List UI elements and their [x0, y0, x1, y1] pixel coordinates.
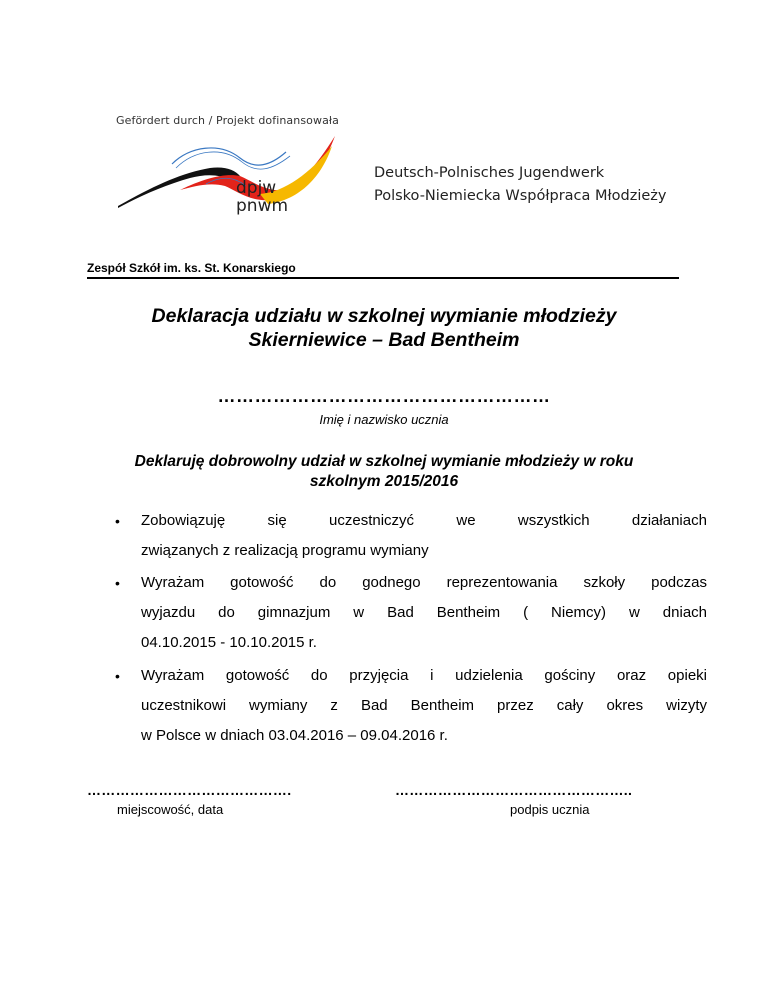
logo-name-de: Deutsch-Polnisches Jugendwerk: [374, 165, 605, 181]
list-item: [113, 506, 707, 566]
list-item-line: w Polsce w dniach 03.04.2016 – 09.04.2016 r.: [141, 727, 448, 744]
list-item-line: uczestnikowi wymiany z Bad Bentheim przez cały okres wizyty: [141, 697, 707, 714]
word: działaniach: [631, 512, 707, 529]
word: uczestniczyć: [329, 512, 415, 529]
title-line-2: Skierniewice – Bad Bentheim: [248, 329, 520, 351]
place-date-label: miejscowość, data: [117, 802, 224, 817]
logo-name-pl: Polsko-Niemiecka Współpraca Młodzieży: [374, 188, 667, 204]
place-date-field: …………………………………….: [87, 782, 292, 798]
bullet-icon: •: [115, 668, 120, 684]
signature-field: …………………………………………..: [395, 782, 633, 798]
list-item-line: wyjazdu do gimnazjum w Bad Bentheim ( Niemcy) w dniach: [141, 604, 707, 621]
list-item-line: 04.10.2015 - 10.10.2015 r.: [141, 634, 317, 651]
declaration-heading: [0, 452, 768, 492]
word: wszystkich: [517, 512, 590, 529]
dpjw-logo-swoosh: [110, 128, 350, 223]
student-name-field: ………………………………………………: [217, 386, 551, 406]
list-item: [113, 568, 707, 658]
header-divider: [87, 277, 679, 279]
declaration-line-1: Deklaruję dobrowolny udział w szkolnej wymianie młodzieży w roku: [134, 453, 634, 470]
signature-label: podpis ucznia: [510, 802, 590, 817]
word: się: [267, 512, 287, 529]
bullet-icon: •: [115, 575, 120, 591]
declaration-line-2: szkolnym 2015/2016: [309, 473, 459, 490]
list-item-line: [141, 506, 707, 536]
school-name: Zespół Szkół im. ks. St. Konarskiego: [87, 261, 296, 275]
document-title: [0, 304, 768, 352]
list-item: [113, 661, 707, 751]
student-name-caption: Imię i nazwisko ucznia: [319, 412, 449, 427]
list-item-line: Wyrażam gotowość do przyjęcia i udzielenia gościny oraz opieki: [141, 667, 707, 684]
title-line-1: Deklaracja udziału w szkolnej wymianie młodzieży: [151, 305, 617, 327]
bullet-icon: •: [115, 513, 120, 529]
list-item-line: Wyrażam gotowość do godnego reprezentowania szkoły podczas: [141, 574, 707, 591]
list-item-line: związanych z realizacją programu wymiany: [141, 542, 429, 559]
logo-abbr-pl: pnwm: [236, 196, 289, 216]
word: Zobowiązuję: [141, 512, 226, 529]
logo-funded-text: Gefördert durch / Projekt dofinansowała: [116, 114, 340, 127]
logo-abbr-de: dpjw: [236, 178, 277, 198]
word: we: [456, 512, 476, 529]
